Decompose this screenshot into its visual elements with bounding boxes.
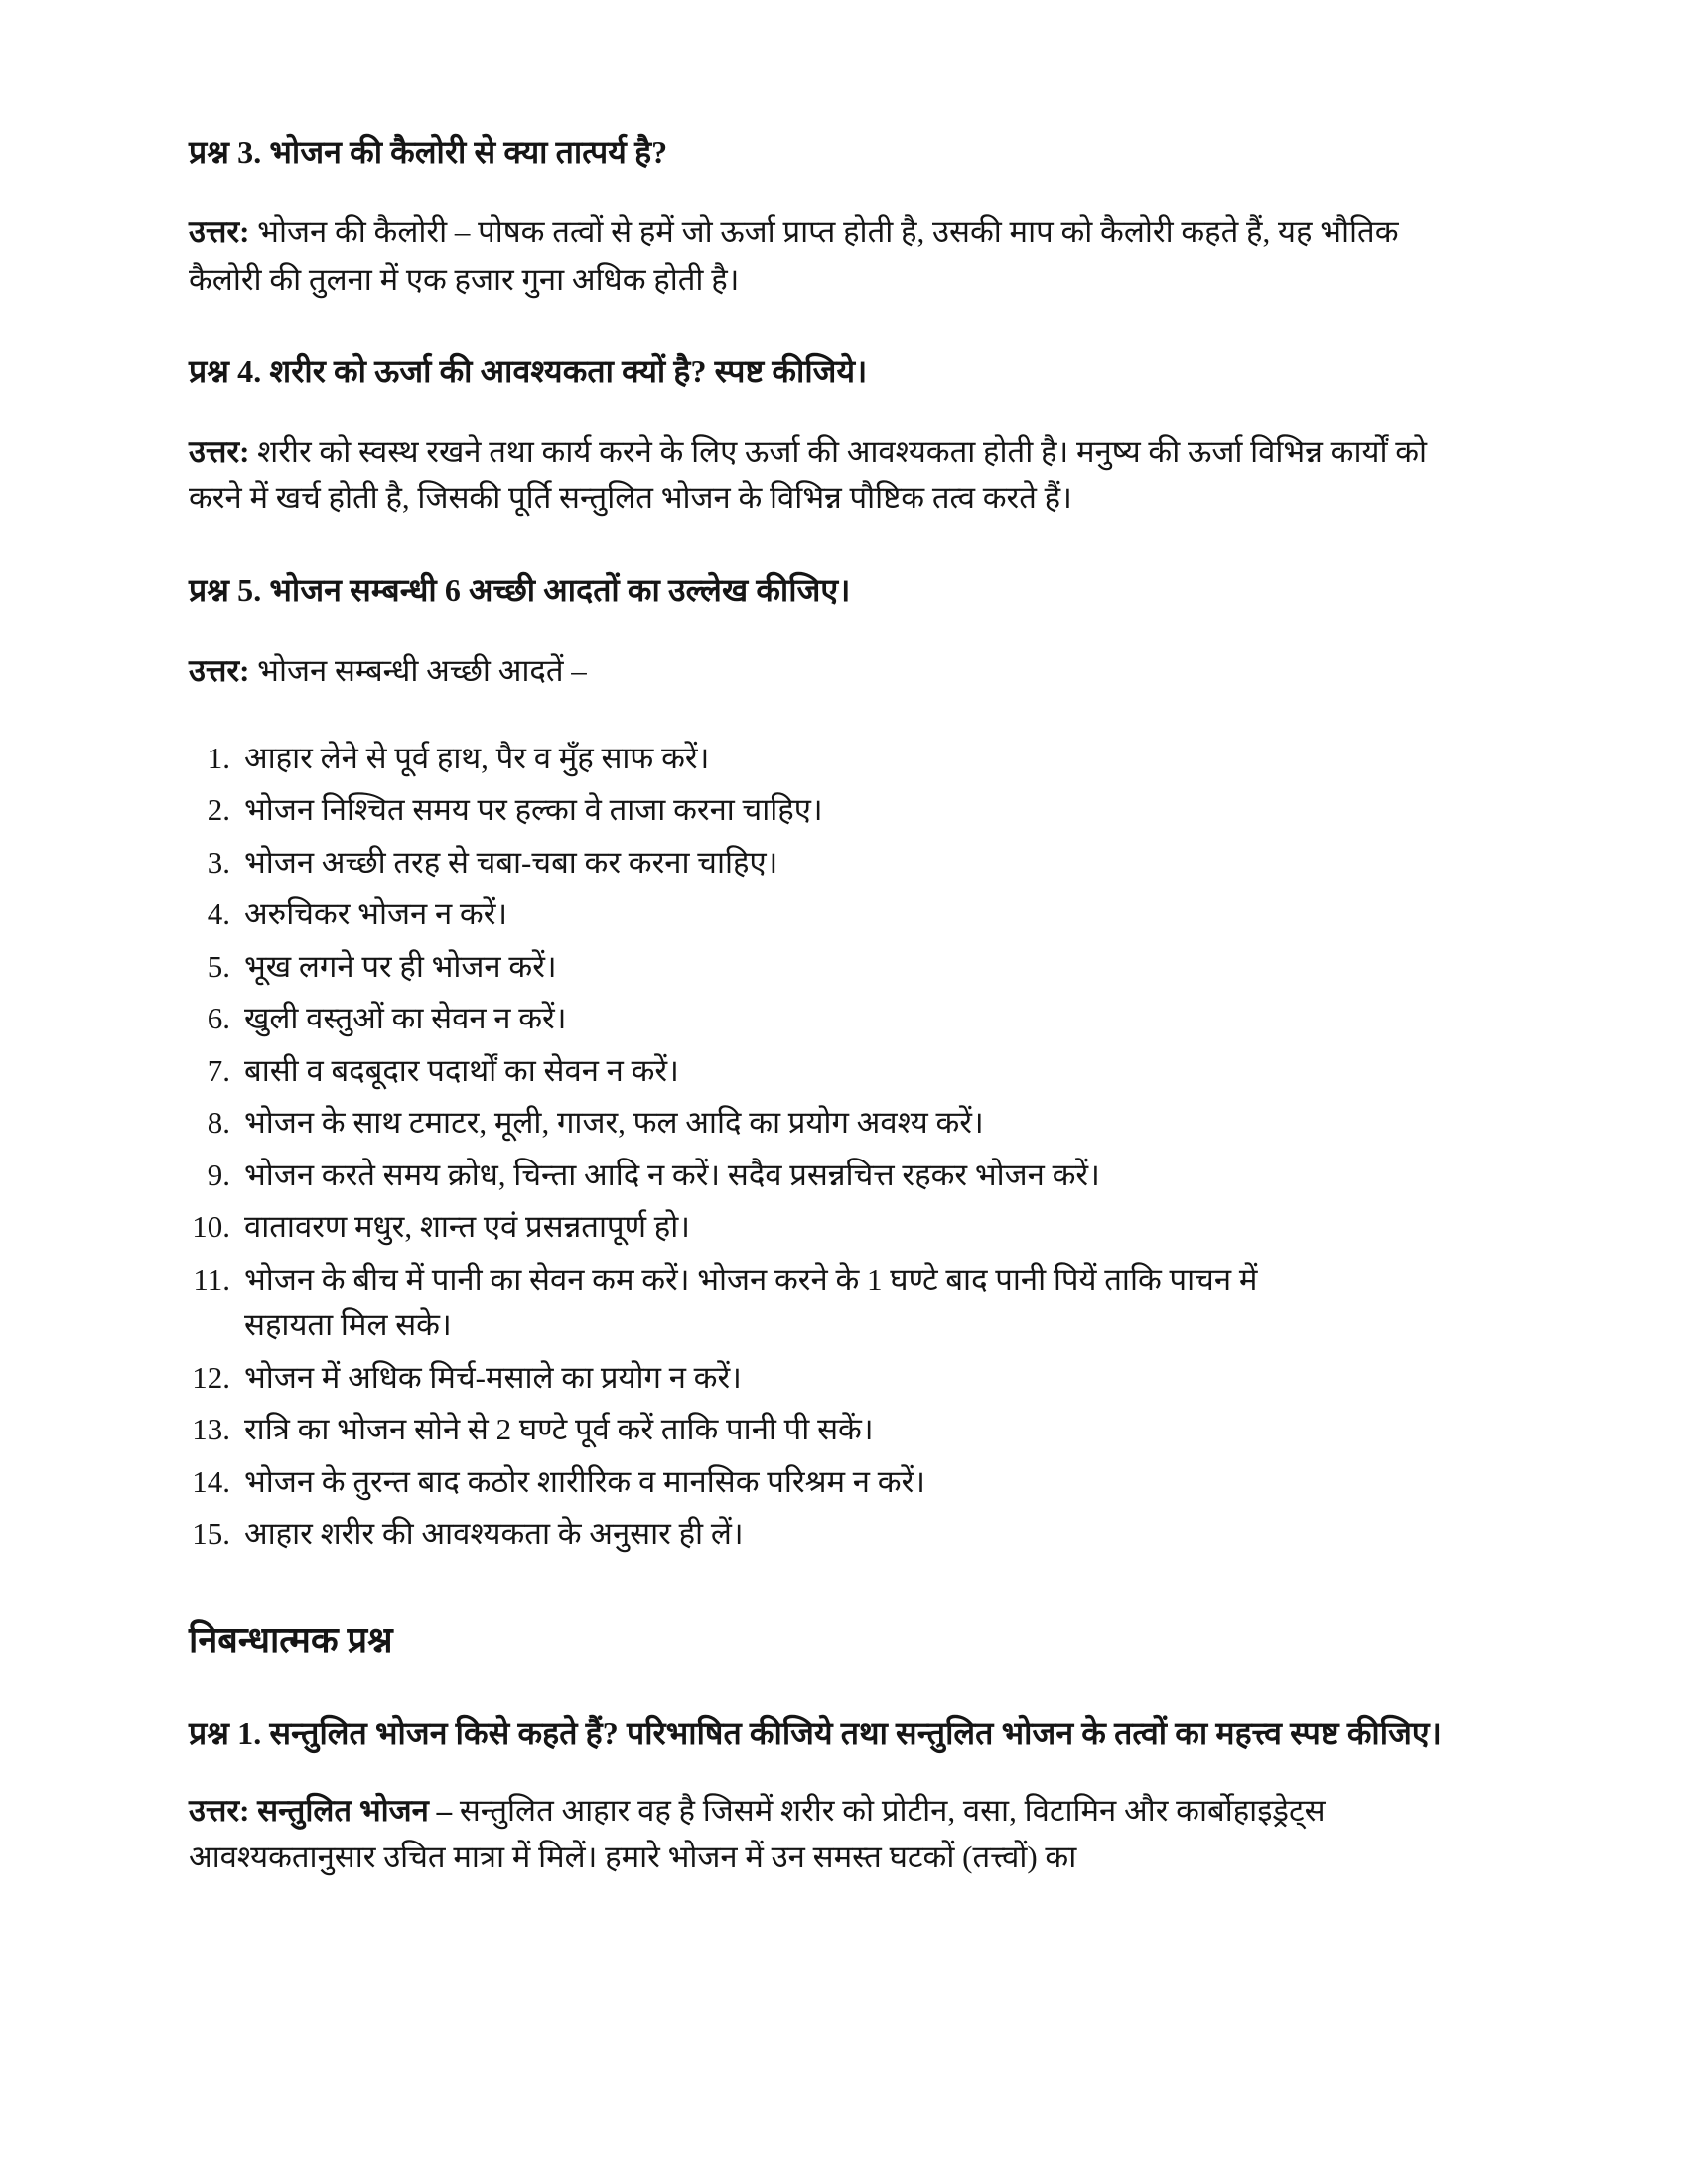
answer-text: भोजन सम्बन्धी अच्छी आदतें – xyxy=(249,652,587,688)
list-item-number: 8. xyxy=(207,1105,230,1141)
list-item xyxy=(189,944,1460,991)
list-item-text: भोजन के साथ टमाटर, मूली, गाजर, फल आदि का प्रयोग अवश्य करें। xyxy=(244,1105,984,1141)
list-item-text: भोजन में अधिक मिर्च-मसाले का प्रयोग न करें। xyxy=(244,1359,742,1395)
list-item xyxy=(189,1257,1460,1349)
list-item-text: खुली वस्तुओं का सेवन न करें। xyxy=(244,1001,567,1036)
good-food-habits-list xyxy=(189,736,1460,1558)
question-5-answer-intro xyxy=(189,647,1460,694)
list-item-text: बासी व बदबूदार पदार्थों का सेवन न करें। xyxy=(244,1052,679,1088)
list-item xyxy=(189,1355,1460,1402)
list-item xyxy=(189,1459,1460,1506)
essay-question-1-heading: प्रश्न 1. सन्तुलित भोजन किसे कहते हैं? परिभाषित कीजिये तथा सन्तुलित भोजन के तत्वों का महत्त्व स्पष्ट कीजिए। xyxy=(189,1715,1442,1752)
essay-section-heading: निबन्धात्मक प्रश्न xyxy=(189,1619,393,1660)
question-3-answer xyxy=(189,208,1460,302)
list-item xyxy=(189,1407,1460,1453)
list-item xyxy=(189,1511,1460,1558)
list-item-text: भोजन निश्चित समय पर हल्का वे ताजा करना चाहिए। xyxy=(244,792,823,828)
list-item-text: अरुचिकर भोजन न करें। xyxy=(244,896,508,932)
answer-text: सन्तुलित आहार वह है जिसमें शरीर को प्रोटीन, वसा, विटामिन और कार्बोहाइड्रेट्स आवश्यकतानुसार उचित मात्रा में मिलें। हमारे भोजन में उन समस्त घटकों (तत्त्वों) का xyxy=(189,1792,1326,1874)
answer-text: शरीर को स्वस्थ रखने तथा कार्य करने के लिए ऊर्जा की आवश्यकता होती है। मनुष्य की ऊर्जा विभिन्न कार्यों को करने में खर्च होती है, जिसकी पूर्ति सन्तुलित भोजन के विभिन्न पौष्टिक तत्व करते हैं। xyxy=(189,434,1428,516)
list-item-number: 12. xyxy=(192,1359,230,1395)
answer-label: उत्तर: xyxy=(189,434,250,469)
list-item xyxy=(189,891,1460,938)
question-5-heading: प्रश्न 5. भोजन सम्बन्धी 6 अच्छी आदतों का उल्लेख कीजिए। xyxy=(189,572,851,609)
answer-bold-term: सन्तुलित भोजन – xyxy=(249,1792,460,1828)
essay-question-1-answer xyxy=(189,1787,1460,1880)
list-item-number: 1. xyxy=(207,740,230,775)
answer-label: उत्तर: xyxy=(189,1792,250,1828)
list-item-number: 11. xyxy=(193,1261,230,1297)
list-item xyxy=(189,996,1460,1042)
list-item xyxy=(189,840,1460,887)
list-item xyxy=(189,1153,1460,1199)
answer-label: उत्तर: xyxy=(189,652,250,688)
list-item xyxy=(189,1100,1460,1147)
list-item-number: 7. xyxy=(207,1052,230,1088)
list-item-number: 3. xyxy=(207,844,230,880)
list-item-text: भोजन के बीच में पानी का सेवन कम करें। भोजन करने के 1 घण्टे बाद पानी पियें ताकि पाचन में सहायता मिल सके। xyxy=(244,1261,1258,1343)
list-item-text: भूख लगने पर ही भोजन करें। xyxy=(244,948,557,984)
list-item-text: भोजन के तुरन्त बाद कठोर शारीरिक व मानसिक परिश्रम न करें। xyxy=(244,1463,925,1499)
question-4-answer xyxy=(189,428,1460,521)
list-item xyxy=(189,787,1460,834)
document-body xyxy=(189,129,1460,1880)
list-item-number: 15. xyxy=(192,1516,230,1552)
answer-text: भोजन की कैलोरी – पोषक तत्वों से हमें जो ऊर्जा प्राप्त होती है, उसकी माप को कैलोरी कहते हैं, यह भौतिक कैलोरी की तुलना में एक हजार गुना अधिक होती है। xyxy=(189,214,1399,297)
list-item xyxy=(189,736,1460,782)
list-item xyxy=(189,1204,1460,1251)
list-item-number: 14. xyxy=(192,1463,230,1499)
list-item-number: 10. xyxy=(192,1209,230,1245)
list-item-number: 2. xyxy=(207,792,230,828)
question-3-heading: प्रश्न 3. भोजन की कैलोरी से क्या तात्पर्य है? xyxy=(189,134,668,170)
list-item-number: 6. xyxy=(207,1001,230,1036)
list-item-number: 4. xyxy=(207,896,230,932)
list-item-text: भोजन करते समय क्रोध, चिन्ता आदि न करें। सदैव प्रसन्नचित्त रहकर भोजन करें। xyxy=(244,1157,1100,1192)
list-item-text: भोजन अच्छी तरह से चबा-चबा कर करना चाहिए। xyxy=(244,844,778,880)
list-item-text: आहार लेने से पूर्व हाथ, पैर व मुँह साफ करें। xyxy=(244,740,710,775)
list-item-text: वातावरण मधुर, शान्त एवं प्रसन्नतापूर्ण हो। xyxy=(244,1209,691,1245)
list-item-number: 9. xyxy=(207,1157,230,1192)
answer-label: उत्तर: xyxy=(189,214,250,250)
list-item-number: 13. xyxy=(192,1412,230,1447)
question-4-heading: प्रश्न 4. शरीर को ऊर्जा की आवश्यकता क्यों है? स्पष्ट कीजिये। xyxy=(189,352,868,389)
list-item-text: रात्रि का भोजन सोने से 2 घण्टे पूर्व करें ताकि पानी पी सकें। xyxy=(244,1412,874,1447)
list-item-number: 5. xyxy=(207,948,230,984)
list-item xyxy=(189,1048,1460,1095)
list-item-text: आहार शरीर की आवश्यकता के अनुसार ही लें। xyxy=(244,1516,744,1552)
